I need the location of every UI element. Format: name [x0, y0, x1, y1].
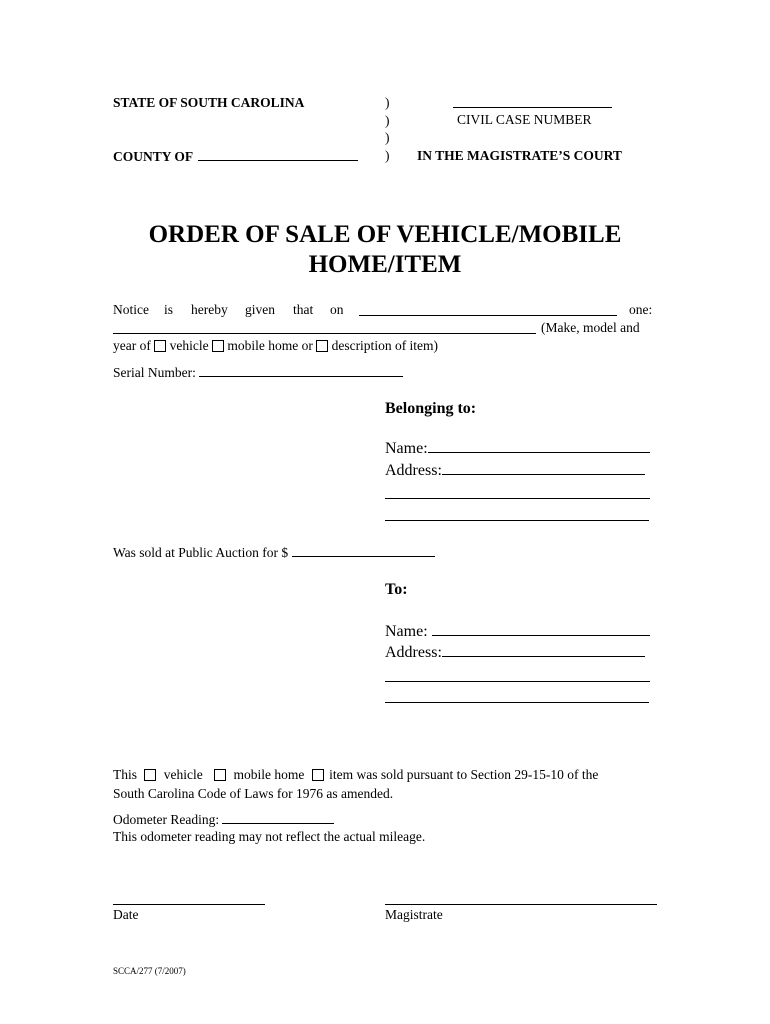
- page-title: ORDER OF SALE OF VEHICLE/MOBILE: [148, 221, 622, 248]
- county-label: COUNTY OF: [113, 148, 358, 165]
- belonging-address: Address:: [385, 462, 645, 480]
- sold-amount-field[interactable]: [292, 544, 435, 557]
- vehicle-checkbox[interactable]: [154, 340, 166, 352]
- paren-2: ): [385, 113, 390, 128]
- make-model-label: (Make, model and: [541, 320, 640, 335]
- to-name-field[interactable]: [432, 623, 650, 636]
- form-id: SCCA/277 (7/2007): [113, 966, 186, 976]
- date-signature-line[interactable]: [113, 904, 265, 905]
- belonging-address-line3[interactable]: [385, 520, 649, 521]
- item-type-line: year of vehicle mobile home or description of item): [113, 338, 439, 353]
- statute-line1: This vehicle mobile home item was sold pursuant to Section 29-15-10 of the: [113, 767, 599, 782]
- notice-w1: Notice: [113, 302, 149, 317]
- paren-1: ): [385, 95, 390, 110]
- sale-date-field[interactable]: [359, 315, 617, 316]
- paren-3: ): [385, 130, 390, 145]
- belonging-heading: Belonging to:: [385, 400, 477, 417]
- mobile-home-checkbox[interactable]: [212, 340, 224, 352]
- county-field[interactable]: [198, 148, 358, 161]
- page-title-line2: HOME/ITEM: [308, 251, 462, 278]
- case-number-field[interactable]: [453, 107, 612, 108]
- to-address-field[interactable]: [442, 644, 645, 657]
- magistrate-signature-line[interactable]: [385, 904, 657, 905]
- serial-number-field[interactable]: [199, 364, 403, 377]
- state-label: STATE OF SOUTH CAROLINA: [113, 95, 305, 110]
- statute-line2: South Carolina Code of Laws for 1976 as amended.: [113, 786, 394, 801]
- paren-4: ): [385, 148, 390, 163]
- to-heading: To:: [385, 581, 408, 598]
- notice-w2: is: [164, 302, 174, 317]
- to-address: Address:: [385, 644, 645, 662]
- sold-amount-label: Was sold at Public Auction for $: [113, 544, 435, 561]
- case-number-label: CIVIL CASE NUMBER: [457, 112, 592, 127]
- belonging-name-field[interactable]: [428, 440, 650, 453]
- item-description-field[interactable]: [113, 333, 536, 334]
- item-checkbox[interactable]: [316, 340, 328, 352]
- to-address-line3[interactable]: [385, 702, 649, 703]
- to-name: Name:: [385, 623, 650, 641]
- court-label: IN THE MAGISTRATE’S COURT: [417, 148, 622, 163]
- belonging-address-line2[interactable]: [385, 498, 650, 499]
- to-address-line2[interactable]: [385, 681, 650, 682]
- statute-mobile-home-checkbox[interactable]: [214, 769, 226, 781]
- notice-w4: given: [245, 302, 275, 317]
- magistrate-label: Magistrate: [385, 907, 443, 922]
- notice-one: one:: [629, 302, 653, 317]
- belonging-name: Name:: [385, 440, 650, 458]
- date-label: Date: [113, 907, 139, 922]
- odometer-field[interactable]: [222, 811, 334, 824]
- statute-vehicle-checkbox[interactable]: [144, 769, 156, 781]
- odometer-label: Odometer Reading:: [113, 811, 334, 828]
- serial-number-label: Serial Number:: [113, 364, 403, 381]
- odometer-disclaimer: This odometer reading may not reflect the actual mileage.: [113, 829, 426, 844]
- notice-w6: on: [330, 302, 344, 317]
- notice-w3: hereby: [191, 302, 228, 317]
- belonging-address-field[interactable]: [442, 462, 645, 475]
- statute-item-checkbox[interactable]: [312, 769, 324, 781]
- notice-w5: that: [293, 302, 314, 317]
